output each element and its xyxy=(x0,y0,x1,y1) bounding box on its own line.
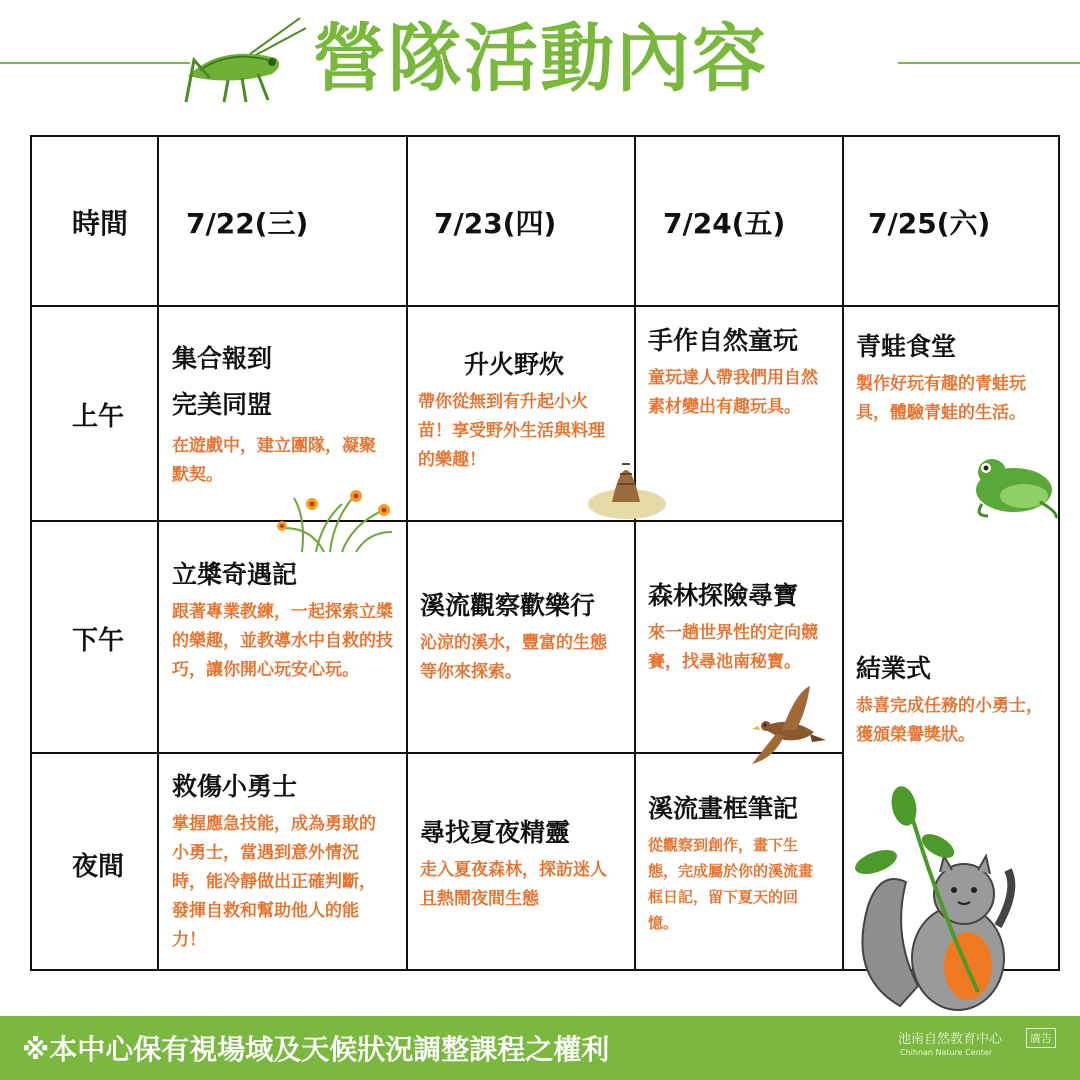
activity-cell xyxy=(648,322,828,422)
table-divider xyxy=(157,137,159,969)
activity-description: 走入夏夜森林，探訪迷人且熱鬧夜間生態 xyxy=(420,860,607,909)
page-title: 營隊活動內容 xyxy=(312,16,768,102)
date-header: 7/24(五) xyxy=(663,207,786,240)
grasshopper-illustration xyxy=(180,14,310,106)
activity-title: 溪流畫框筆記 xyxy=(648,794,799,823)
activity-description: 跟著專業教練，一起探索立槳的樂趣，並教導水中自救的技巧，讓你開心玩安心玩。 xyxy=(172,602,393,680)
row-label-morning: 上午 xyxy=(72,402,125,432)
row-label-afternoon: 下午 xyxy=(72,626,125,656)
table-divider xyxy=(32,305,1058,307)
activity-title: 青蛙食堂 xyxy=(856,332,957,361)
hawk-illustration xyxy=(744,684,828,768)
activity-cell xyxy=(172,768,384,955)
activity-cell xyxy=(172,556,394,685)
ad-badge: 廣告 xyxy=(1026,1028,1056,1048)
activity-description: 掌握應急技能，成為勇敢的小勇士，當遇到意外情況時，能冷靜做出正確判斷，發揮自救和幫助他人的能力！ xyxy=(172,814,376,950)
date-header: 7/25(六) xyxy=(868,207,991,240)
footer-bar xyxy=(0,1016,1080,1080)
activity-description: 恭喜完成任務的小勇士，獲頒榮譽獎狀。 xyxy=(856,696,1043,745)
organization-name: 池南自然教育中心 xyxy=(898,1032,1003,1047)
activity-cell xyxy=(420,587,620,687)
activity-cell xyxy=(172,336,390,490)
activity-title: 手作自然童玩 xyxy=(648,326,799,355)
activity-description: 製作好玩有趣的青蛙玩具，體驗青蛙的生活。 xyxy=(856,374,1026,423)
activity-cell xyxy=(856,328,1038,428)
activity-description: 童玩達人帶我們用自然素材變出有趣玩具。 xyxy=(648,368,818,417)
activity-title: 尋找夏夜精靈 xyxy=(420,818,571,847)
activity-description: 從觀察到創作，畫下生態，完成屬於你的溪流畫框日記，留下夏天的回憶。 xyxy=(648,836,814,932)
footer-note: ※本中心保有視場域及天候狀況調整課程之權利 xyxy=(22,1033,610,1066)
activity-description: 來一趟世界性的定向競賽，找尋池南秘寶。 xyxy=(648,623,818,672)
date-header: 7/23(四) xyxy=(434,207,557,240)
title-divider-left xyxy=(0,62,190,64)
table-divider xyxy=(406,137,408,969)
table-divider xyxy=(32,520,844,522)
activity-cell xyxy=(648,790,824,936)
bamboo-shoot-illustration xyxy=(586,442,668,522)
table-divider xyxy=(634,137,636,969)
activity-title: 集合報到 完美同盟 xyxy=(172,344,273,419)
activity-description: 沁涼的溪水，豐富的生態等你來探索。 xyxy=(420,633,607,682)
activity-title: 森林探險尋寶 xyxy=(648,581,799,610)
flower-grass-illustration xyxy=(272,488,396,554)
activity-title: 溪流觀察歡樂行 xyxy=(420,591,596,620)
organization-name-en: Chihnan Nature Center xyxy=(900,1048,993,1057)
date-header: 7/22(三) xyxy=(186,207,309,240)
title-divider-right xyxy=(898,62,1080,64)
activity-cell xyxy=(418,346,610,475)
table-divider xyxy=(32,752,844,754)
activity-title: 結業式 xyxy=(856,654,932,683)
activity-description: 帶你從無到有升起小火苗！享受野外生活與料理的樂趣！ xyxy=(418,392,605,470)
activity-title: 立槳奇遇記 xyxy=(172,560,298,589)
table-divider xyxy=(842,137,844,969)
frog-illustration xyxy=(970,446,1060,520)
activity-title: 救傷小勇士 xyxy=(172,772,298,801)
squirrel-illustration xyxy=(848,786,1028,1012)
row-label-evening: 夜間 xyxy=(72,852,125,882)
activity-cell xyxy=(420,814,616,914)
closing-ceremony-cell xyxy=(856,650,1044,750)
activity-title: 升火野炊 xyxy=(463,350,564,379)
activity-cell xyxy=(648,577,822,677)
activity-description: 在遊戲中，建立團隊，凝聚默契。 xyxy=(172,436,376,485)
time-column-header: 時間 xyxy=(72,207,129,240)
